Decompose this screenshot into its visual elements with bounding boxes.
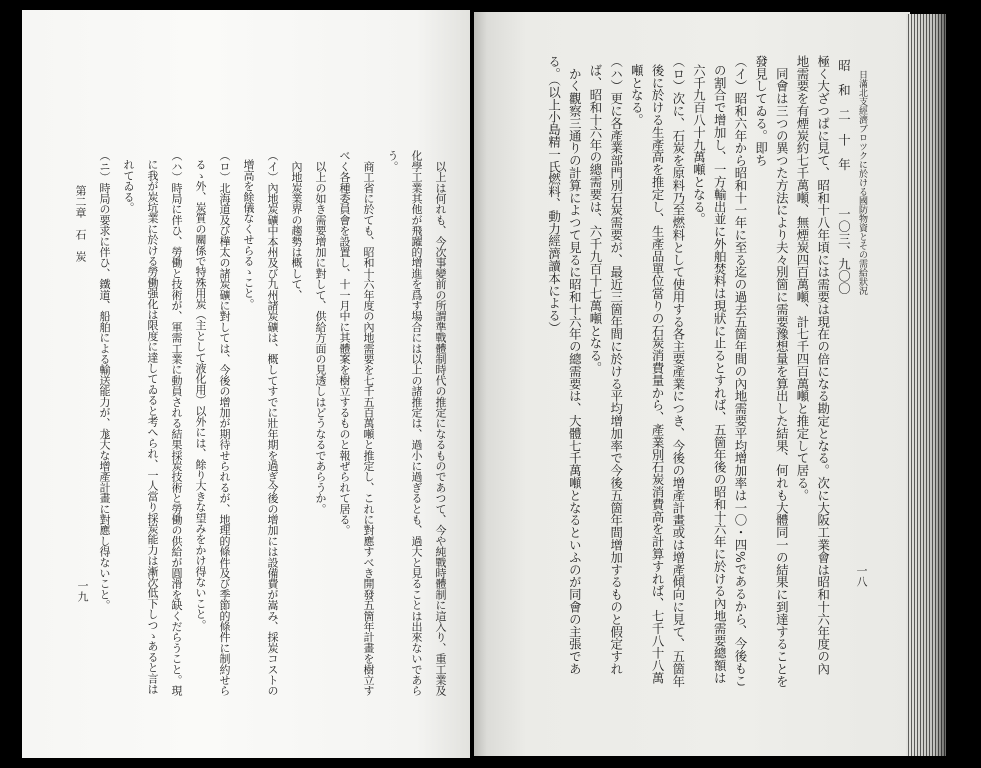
text-line: 發見してゐる。即ち (753, 55, 769, 167)
list-item-line: （イ）內地炭礦中本州及び九州諸炭礦は、概してすでに壯年期を過ぎ今後の增加には設備費が嵩み、採炭コストの (266, 150, 279, 696)
list-item-line: （イ）昭和六年から昭和十一年に至る迄の過去五箇年間の內地需要平均增加率は一〇・四%であるから、今後もこ (732, 55, 748, 687)
list-item-line: （ロ）北海道及び樺太の諸炭礦に對しては、今後の增加が期待せられるが、地理的條件及び季節的條件に制約せら (218, 150, 231, 696)
text-line: べく各種委員會を設置し、十一月中に其體案を樹立するものと報ぜられて居る。 (338, 150, 351, 536)
chapter-heading: 第二章 石 炭 (74, 185, 87, 262)
page-number: 一九 (76, 580, 89, 602)
text-line: 化學工業其他が飛躍的增進を爲す場合には以上の諸推定は、過小に過ぎるとも、過大と見ることは出來ないであら (410, 150, 423, 696)
running-header: 日滿北支經濟ブロツクに於ける國防物資とその需給狀況 (857, 70, 867, 295)
text-line: 增高を餘儀なくせらるゝこと。 (242, 159, 255, 309)
list-item-line: （ハ）更に各產業部門別石炭需要が、最近三箇年間に於ける平均增加率で今後五箇年間增加するものと假定すれ (608, 55, 624, 675)
text-line: れてゐる。 (122, 159, 135, 213)
text-line: 同會は三つの異つた方法により夫々別箇に需要豫想量を算出した結果、何れも大體同一の結果に到達することを (774, 55, 790, 688)
text-line: 以上の如き需要增加に對して、供給方面の見透しはどうなるであらうか。 (314, 150, 327, 514)
text-line: ば、昭和十六年の總需要は、六千九百十七萬噸となる。 (587, 64, 603, 374)
text-line: に我が炭坑業に於ける勞働强化は限度に達してゐると考へられ、一人當り採炭能力は漸次低下しつゝあると言は (146, 159, 159, 695)
text-line: 後に於ける生產高を推定し、生產品單位當りの石炭消費量から、產業別石炭消費高を計算すれば、七千八十八萬 (650, 64, 666, 684)
text-line: かく觀察三通りの計算によつて見るに昭和十六年の總需要は、大體七千萬噸となるといふのが同會の主張であ (567, 55, 583, 675)
text-line: るゝ外、炭質の關係で特殊用炭（主として液化用）以外には、餘り大きな望みをかけ得ないこと。 (194, 159, 207, 630)
right-page (474, 12, 910, 756)
text-line: 噸となる。 (629, 64, 645, 126)
text-line: 六千九百八十九萬噸となる。 (691, 64, 707, 226)
text-line: 商工省に於ても、昭和十六年度の內地需要を七千五百萬噸と推定し、これに對應すべき開發五箇年計畫を樹立す (362, 150, 375, 696)
text-line: 極く大ざつぱに見て、昭和十八年頃には需要は現在の倍になる勘定となる。次に大阪工業會は昭和十六年度の內 (815, 55, 831, 675)
text-line: の割合で增加し、一方輸出並に外舶焚料は現狀に止るとすれば、五箇年後の昭和十六年に於ける內地需要總額は (712, 64, 728, 684)
list-item-line: （ロ）次に、石炭を原料乃至燃料として使用する各主要產業につき、今後の增產計畫或は增產傾向に見て、五箇年 (670, 55, 686, 688)
text-line: 內地炭業界の趨勢は概して、 (290, 150, 303, 300)
left-page-body (92, 150, 452, 730)
list-item-line: （ニ）時局の要求に伴ひ、鐵道、船舶による輸送能力が、尨大な增產計畫に對應し得ないこと。 (98, 150, 111, 611)
book-page-edges (906, 14, 946, 756)
text-line: る。（以上小島精一氏燃料、動力經濟讀本による） (546, 55, 562, 334)
table-row: 昭 和 二 十 年 一〇三、九〇〇 (836, 59, 852, 295)
text-line: 以上は何れも、今次事變前の所謂準戰體制時代の推定になるものであつて、今や純戰時體制に這入り、重工業及 (434, 150, 447, 696)
right-page-body (543, 55, 854, 715)
text-line: 地需要を有煙炭約七千萬噸、無煙炭四百萬噸、計七千四百萬噸と推定して居る。 (795, 55, 810, 502)
list-item-line: （ハ）時局に伴ひ、勞働と技術が、軍需工業に動員される結果採炭技術と勞働の供給が圓滑を缺くだらうこと。現 (170, 150, 183, 696)
page-number: 一八 (855, 565, 868, 587)
left-page (22, 10, 470, 758)
text-line: う。 (386, 150, 399, 172)
